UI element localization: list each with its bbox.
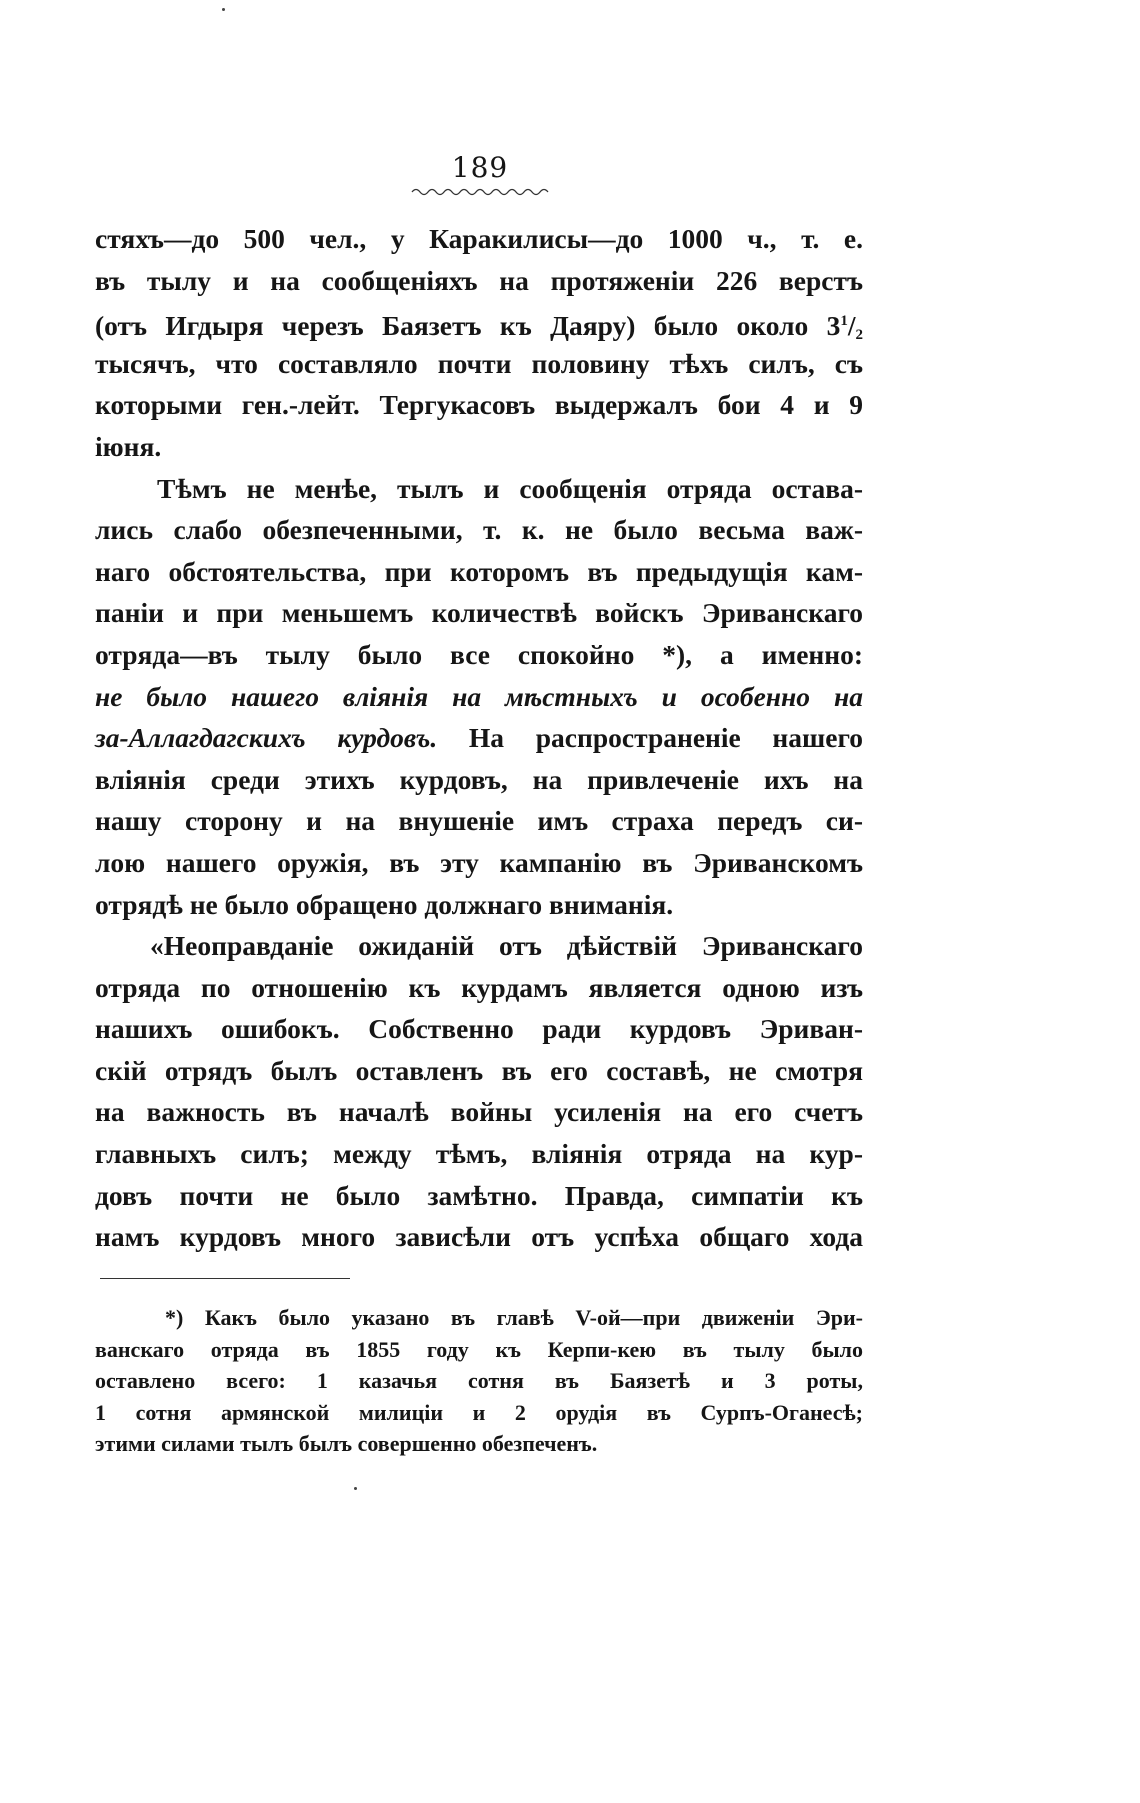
- text-line: [95, 301, 863, 343]
- text-line: главныхъ силъ; между тѣмъ, вліянія отряда на кур-: [95, 1138, 863, 1170]
- footnote-line: оставлено всего: 1 казачья сотня въ Баязетѣ и 3 роты,: [95, 1368, 863, 1393]
- fraction-denominator: 2: [855, 327, 863, 344]
- main-text: [95, 218, 863, 1258]
- page-number: 189: [451, 151, 509, 184]
- italic-emphasis: не было нашего вліянія на мѣстныхъ и особенно на: [95, 680, 863, 712]
- paragraph-start-line: «Неоправданіе ожиданій отъ дѣйствій Эриванскаго: [150, 930, 863, 962]
- text-line: довъ почти не было замѣтно. Правда, симпатіи къ: [95, 1179, 863, 1211]
- footnote-line: ванскаго отряда въ 1855 году къ Керпи-кею въ тылу было: [95, 1336, 863, 1362]
- text-line: лою нашего оружія, въ эту кампанію въ Эриванскомъ: [95, 846, 863, 878]
- text-fragment: На распространеніе нашего: [437, 722, 863, 754]
- text-line: отрядѣ не было обращено должнаго вниманія.: [95, 888, 674, 920]
- text-line: намъ курдовъ много зависѣли отъ успѣха общаго хода: [95, 1221, 863, 1253]
- footnote-line: 1 сотня армянской милиціи и 2 орудія въ Сурпъ-Оганесѣ;: [95, 1399, 863, 1425]
- italic-emphasis: за-Аллагдагскихъ курдовъ.: [95, 722, 438, 754]
- text-fragment: (отъ Игдыря черезъ Баязетъ къ Даяру) было около 3: [95, 310, 841, 342]
- text-line: отряда по отношенію къ курдамъ является одною изъ: [95, 971, 863, 1003]
- text-line: въ тылу и на сообщеніяхъ на протяженіи 226 верстъ: [95, 264, 863, 296]
- page-number-ornament: [410, 186, 550, 196]
- footnote: [95, 1302, 863, 1460]
- text-line: іюня.: [95, 430, 162, 462]
- print-speck: [354, 1487, 357, 1490]
- text-line: которыми ген.-лейт. Тергукасовъ выдержалъ бои 4 и 9: [95, 389, 863, 421]
- text-line: лись слабо обезпеченными, т. к. не было весьма важ-: [95, 514, 863, 546]
- fraction-slash: /: [847, 310, 856, 342]
- text-line: тысячъ, что составляло почти половину тѣхъ силъ, съ: [95, 347, 863, 379]
- text-line: [95, 717, 863, 759]
- text-line: вліянія среди этихъ курдовъ, на привлеченіе ихъ на: [95, 763, 863, 795]
- text-line: нашихъ ошибокъ. Собственно ради курдовъ Эриван-: [95, 1013, 863, 1045]
- text-line: [95, 676, 863, 718]
- text-line: наго обстоятельства, при которомъ въ предыдущія кам-: [95, 555, 863, 587]
- footnote-line: *) Какъ было указано въ главѣ V-ой—при движеніи Эри-: [165, 1305, 863, 1330]
- text-line: скій отрядъ былъ оставленъ въ его составѣ, не смотря: [95, 1054, 863, 1086]
- footnote-line: этими силами тылъ былъ совершенно обезпеченъ.: [95, 1431, 598, 1456]
- text-line: паніи и при меньшемъ количествѣ войскъ Эриванскаго: [95, 597, 863, 629]
- text-line: стяхъ—до 500 чел., у Каракилисы—до 1000 ч., т. е.: [95, 223, 863, 254]
- print-speck: [222, 8, 225, 11]
- text-line: нашу сторону и на внушеніе имъ страха передъ си-: [95, 805, 863, 837]
- paragraph-start-line: Тѣмъ не менѣе, тылъ и сообщенія отряда остава-: [157, 472, 863, 504]
- fraction-numerator: 1: [840, 313, 848, 330]
- text-line: отряда—въ тылу было все спокойно *), а именно:: [95, 638, 863, 670]
- text-line: на важность въ началѣ войны усиленія на его счетъ: [95, 1096, 863, 1128]
- footnote-divider: [100, 1278, 350, 1279]
